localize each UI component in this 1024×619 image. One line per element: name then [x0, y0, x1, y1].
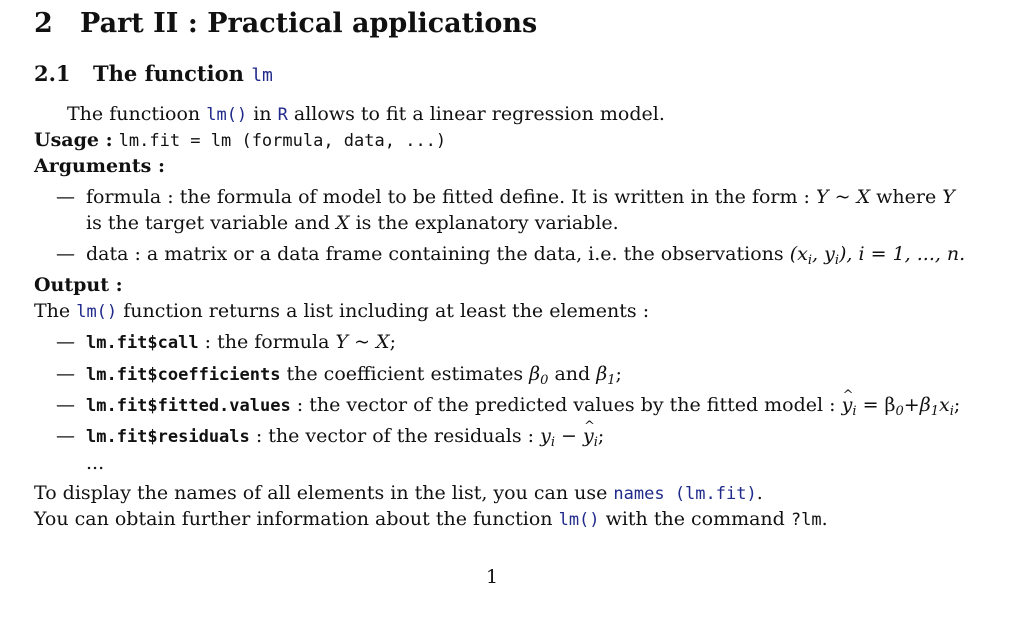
math-beta1: $\beta_1$ — [596, 363, 616, 388]
item-end: ; — [615, 363, 622, 385]
output-item-fitted-values — [86, 394, 960, 419]
item-text: : the vector of the residuals : — [255, 425, 535, 447]
list-dash: — — [56, 425, 75, 447]
further-cmd: ?lm — [790, 510, 822, 530]
further-code: lm() — [558, 510, 600, 530]
arguments-label: Arguments : — [34, 155, 165, 177]
formula-line2-b: is the explanatory variable. — [355, 212, 619, 234]
display-post: . — [756, 482, 763, 504]
list-dash: — — [56, 243, 75, 265]
math-fitted-equation: ^ $y_i = \beta_0+\beta_1x_i$ — [842, 394, 954, 416]
item-text: : the vector of the predicted values by the fitted model : — [296, 394, 836, 416]
display-names-line — [34, 482, 763, 504]
item-code: lm.fit$call — [86, 333, 199, 353]
list-ellipsis: ... — [86, 452, 105, 474]
section-number: 2 — [34, 8, 53, 39]
item-end: ; — [389, 331, 396, 353]
intro-post: allows to fit a linear regression model. — [293, 103, 665, 125]
math-x: X — [336, 212, 350, 234]
math-y: Y — [816, 186, 829, 208]
item-text: the coefficient estimates — [286, 363, 524, 385]
list-dash: — — [56, 186, 75, 208]
formula-text: formula : the formula of model to be fitted define. It is written in the form : — [86, 186, 810, 208]
item-code: lm.fit$fitted.values — [86, 396, 291, 416]
item-code: lm.fit$coefficients — [86, 365, 281, 385]
data-text: data : a matrix or a data frame containing the data, i.e. the observations — [86, 243, 784, 265]
intro-paragraph — [67, 103, 665, 125]
math-tilde: ~ — [834, 186, 851, 208]
output-item-coefficients — [86, 363, 622, 388]
item-text: : the formula — [204, 331, 330, 353]
further-info-line — [34, 508, 828, 530]
output-item-residuals — [86, 425, 604, 450]
usage-line — [34, 129, 446, 151]
intro-mid: in — [253, 103, 272, 125]
usage-label: Usage : — [34, 129, 113, 151]
list-dash: — — [56, 394, 75, 416]
list-dash: — — [56, 363, 75, 385]
usage-code: lm.fit = lm (formula, data, ...) — [118, 131, 447, 151]
output-intro — [34, 300, 649, 322]
further-pre: You can obtain further information about the function — [34, 508, 553, 530]
output-intro-code: lm() — [76, 302, 118, 322]
intro-code-lm: lm() — [206, 105, 248, 125]
item-and: and — [554, 363, 591, 385]
formula-line2-a: is the target variable and — [86, 212, 330, 234]
intro-code-r: R — [277, 105, 288, 125]
further-post: . — [821, 508, 828, 530]
output-intro-pre: The — [34, 300, 71, 322]
item-end: ; — [597, 425, 605, 447]
subsection-title-text: The function — [93, 61, 244, 86]
math-beta0: $\beta_0$ — [529, 363, 549, 388]
page-number: 1 — [486, 566, 499, 588]
intro-pre: The functioon — [67, 103, 201, 125]
where-text: where — [876, 186, 937, 208]
math-residual: $y_i$ − ^ $y_i$ — [540, 425, 598, 447]
subsection-title — [93, 61, 273, 86]
item-math: Y ~ X — [335, 331, 390, 353]
argument-formula-line2 — [86, 212, 619, 234]
further-mid: with the command — [605, 508, 785, 530]
math-x: X — [856, 186, 871, 208]
list-dash: — — [56, 331, 75, 353]
output-label: Output : — [34, 274, 123, 296]
math-observations: ($x_i$, $y_i$), i = 1, ..., n. — [789, 243, 966, 268]
math-y: Y — [942, 186, 955, 208]
display-code: names (lm.fit) — [613, 484, 757, 504]
output-item-call — [86, 331, 396, 353]
section-title: Part II : Practical applications — [80, 8, 538, 39]
argument-data — [86, 243, 965, 268]
item-end: ; — [953, 394, 961, 416]
output-intro-post: function returns a list including at least the elements : — [123, 300, 650, 322]
subsection-number: 2.1 — [34, 61, 71, 86]
item-code: lm.fit$residuals — [86, 427, 250, 447]
argument-formula-line1 — [86, 186, 955, 208]
subsection-title-code: lm — [251, 65, 273, 86]
display-pre: To display the names of all elements in the list, you can use — [34, 482, 608, 504]
